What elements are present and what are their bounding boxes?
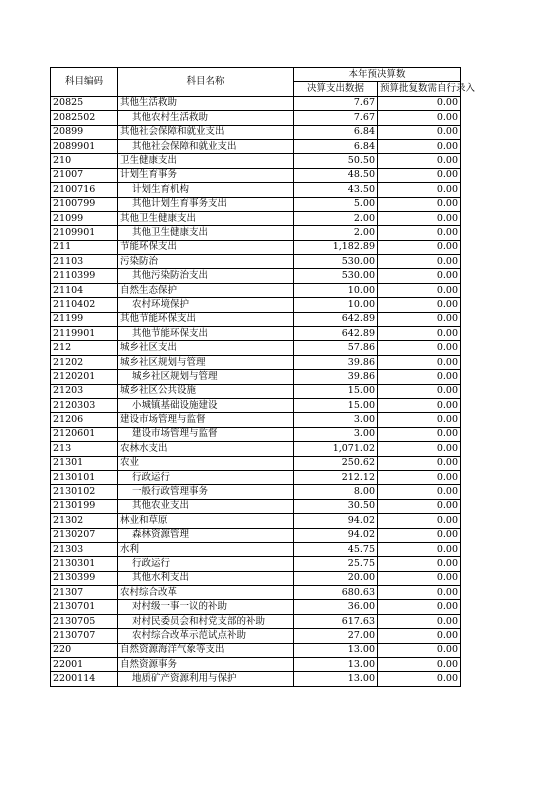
name-cell[interactable]: 污染防治 <box>118 255 294 269</box>
code-cell[interactable]: 21007 <box>51 168 118 182</box>
approved-cell[interactable]: 0.00 <box>378 658 461 672</box>
code-cell[interactable]: 220 <box>51 643 118 657</box>
approved-cell[interactable]: 0.00 <box>378 384 461 398</box>
name-cell[interactable]: 计划生育事务 <box>118 168 294 182</box>
code-cell[interactable]: 21202 <box>51 355 118 369</box>
approved-cell[interactable]: 0.00 <box>378 600 461 614</box>
code-cell[interactable]: 2119901 <box>51 327 118 341</box>
actual-cell[interactable]: 13.00 <box>294 672 378 686</box>
approved-cell[interactable]: 0.00 <box>378 183 461 197</box>
table-row <box>51 96 461 110</box>
approved-cell[interactable]: 0.00 <box>378 298 461 312</box>
name-cell[interactable]: 农业 <box>118 456 294 470</box>
name-cell[interactable]: 其他污染防治支出 <box>118 269 294 283</box>
name-cell[interactable]: 其他社会保障和就业支出 <box>118 125 294 139</box>
name-cell[interactable]: 行政运行 <box>118 470 294 484</box>
actual-cell[interactable]: 15.00 <box>294 384 378 398</box>
name-cell[interactable]: 森林资源管理 <box>118 528 294 542</box>
table-row <box>51 125 461 139</box>
code-cell[interactable]: 2200114 <box>51 672 118 686</box>
approved-cell[interactable]: 0.00 <box>378 355 461 369</box>
actual-cell[interactable]: 57.86 <box>294 341 378 355</box>
table-row <box>51 370 461 384</box>
code-cell[interactable]: 2120201 <box>51 370 118 384</box>
code-cell[interactable]: 2130705 <box>51 614 118 628</box>
code-cell[interactable]: 210 <box>51 154 118 168</box>
name-cell[interactable]: 城乡社区支出 <box>118 341 294 355</box>
actual-cell[interactable]: 7.67 <box>294 96 378 110</box>
actual-cell[interactable]: 39.86 <box>294 355 378 369</box>
table-row <box>51 557 461 571</box>
approved-cell[interactable]: 0.00 <box>378 283 461 297</box>
table-row <box>51 355 461 369</box>
code-cell[interactable]: 2120303 <box>51 398 118 412</box>
approved-cell[interactable]: 0.00 <box>378 470 461 484</box>
table-row <box>51 226 461 240</box>
actual-cell[interactable]: 6.84 <box>294 125 378 139</box>
actual-cell[interactable]: 530.00 <box>294 269 378 283</box>
actual-cell[interactable]: 94.02 <box>294 514 378 528</box>
table-row <box>51 672 461 686</box>
name-cell[interactable]: 建设市场管理与监督 <box>118 413 294 427</box>
table-row <box>51 629 461 643</box>
approved-cell[interactable]: 0.00 <box>378 341 461 355</box>
table-row <box>51 312 461 326</box>
code-cell[interactable]: 21199 <box>51 312 118 326</box>
name-cell[interactable]: 自然资源事务 <box>118 658 294 672</box>
name-cell[interactable]: 城乡社区公共设施 <box>118 384 294 398</box>
actual-cell[interactable]: 5.00 <box>294 197 378 211</box>
table-row <box>51 341 461 355</box>
code-cell[interactable]: 2100799 <box>51 197 118 211</box>
table-row <box>51 168 461 182</box>
table-row <box>51 427 461 441</box>
name-cell[interactable]: 其他农业支出 <box>118 499 294 513</box>
approved-cell[interactable]: 0.00 <box>378 442 461 456</box>
approved-cell[interactable]: 0.00 <box>378 370 461 384</box>
name-cell[interactable]: 城乡社区规划与管理 <box>118 355 294 369</box>
approved-cell[interactable]: 0.00 <box>378 485 461 499</box>
approved-cell[interactable]: 0.00 <box>378 125 461 139</box>
table-row <box>51 456 461 470</box>
actual-cell[interactable]: 212.12 <box>294 470 378 484</box>
name-cell[interactable]: 农村环境保护 <box>118 298 294 312</box>
actual-cell[interactable]: 8.00 <box>294 485 378 499</box>
approved-cell[interactable]: 0.00 <box>378 240 461 254</box>
approved-cell[interactable]: 0.00 <box>378 197 461 211</box>
code-cell[interactable]: 2130199 <box>51 499 118 513</box>
name-cell[interactable]: 其他计划生育事务支出 <box>118 197 294 211</box>
name-cell[interactable]: 林业和草原 <box>118 514 294 528</box>
actual-cell[interactable]: 25.75 <box>294 557 378 571</box>
approved-cell[interactable]: 0.00 <box>378 312 461 326</box>
code-cell[interactable]: 2130207 <box>51 528 118 542</box>
approved-cell[interactable]: 0.00 <box>378 614 461 628</box>
table-row <box>51 255 461 269</box>
table-row <box>51 298 461 312</box>
name-cell[interactable]: 自然生态保护 <box>118 283 294 297</box>
name-cell[interactable]: 自然资源海洋气象等支出 <box>118 643 294 657</box>
table-header <box>51 68 476 97</box>
table-row <box>51 197 461 211</box>
code-cell[interactable]: 21307 <box>51 586 118 600</box>
code-cell[interactable]: 2082502 <box>51 111 118 125</box>
name-cell[interactable]: 其他卫生健康支出 <box>118 226 294 240</box>
budget-table <box>50 67 476 687</box>
actual-cell[interactable]: 3.00 <box>294 413 378 427</box>
code-cell[interactable]: 20899 <box>51 125 118 139</box>
actual-cell[interactable]: 250.62 <box>294 456 378 470</box>
actual-cell[interactable]: 1,071.02 <box>294 442 378 456</box>
table-row <box>51 442 461 456</box>
name-cell[interactable]: 其他水利支出 <box>118 571 294 585</box>
approved-cell[interactable]: 0.00 <box>378 211 461 225</box>
actual-cell[interactable]: 3.00 <box>294 427 378 441</box>
table-row <box>51 658 461 672</box>
actual-cell[interactable]: 39.86 <box>294 370 378 384</box>
code-cell[interactable]: 2089901 <box>51 139 118 153</box>
code-cell[interactable]: 21302 <box>51 514 118 528</box>
approved-cell[interactable]: 0.00 <box>378 398 461 412</box>
table-row <box>51 571 461 585</box>
code-cell[interactable]: 2100716 <box>51 183 118 197</box>
code-cell[interactable]: 2130301 <box>51 557 118 571</box>
name-column-header: 科目名称 <box>118 68 294 97</box>
code-cell[interactable]: 21301 <box>51 456 118 470</box>
approved-cell[interactable]: 0.00 <box>378 672 461 686</box>
actual-cell[interactable]: 1,182.89 <box>294 240 378 254</box>
name-cell[interactable]: 计划生育机构 <box>118 183 294 197</box>
table-row <box>51 154 461 168</box>
table-row <box>51 211 461 225</box>
actual-cell[interactable]: 43.50 <box>294 183 378 197</box>
code-cell[interactable]: 2120601 <box>51 427 118 441</box>
code-cell[interactable]: 2110399 <box>51 269 118 283</box>
actual-cell[interactable]: 680.63 <box>294 586 378 600</box>
approved-cell[interactable]: 0.00 <box>378 499 461 513</box>
name-cell[interactable]: 其他生活救助 <box>118 96 294 110</box>
code-cell[interactable]: 2130707 <box>51 629 118 643</box>
actual-cell[interactable]: 530.00 <box>294 255 378 269</box>
code-cell[interactable]: 21203 <box>51 384 118 398</box>
name-cell[interactable]: 节能环保支出 <box>118 240 294 254</box>
actual-cell[interactable]: 30.50 <box>294 499 378 513</box>
name-cell[interactable]: 农村综合改革 <box>118 586 294 600</box>
actual-cell[interactable]: 13.00 <box>294 658 378 672</box>
table-row <box>51 139 461 153</box>
name-cell[interactable]: 卫生健康支出 <box>118 154 294 168</box>
table-row <box>51 499 461 513</box>
code-cell[interactable]: 21103 <box>51 255 118 269</box>
actual-cell[interactable]: 13.00 <box>294 643 378 657</box>
table-row <box>51 528 461 542</box>
name-cell[interactable]: 农林水支出 <box>118 442 294 456</box>
name-cell[interactable]: 城乡社区规划与管理 <box>118 370 294 384</box>
actual-cell[interactable]: 50.50 <box>294 154 378 168</box>
table-row <box>51 514 461 528</box>
name-cell[interactable]: 其他农村生活救助 <box>118 111 294 125</box>
actual-cell[interactable]: 10.00 <box>294 298 378 312</box>
name-cell[interactable]: 小城镇基础设施建设 <box>118 398 294 412</box>
name-cell[interactable]: 行政运行 <box>118 557 294 571</box>
code-cell[interactable]: 21206 <box>51 413 118 427</box>
table-row <box>51 542 461 556</box>
code-cell[interactable]: 213 <box>51 442 118 456</box>
name-cell[interactable]: 一般行政管理事务 <box>118 485 294 499</box>
name-cell[interactable]: 其他社会保障和就业支出 <box>118 139 294 153</box>
actual-cell[interactable]: 20.00 <box>294 571 378 585</box>
approved-cell[interactable]: 0.00 <box>378 571 461 585</box>
approved-cell[interactable]: 0.00 <box>378 528 461 542</box>
table-row <box>51 600 461 614</box>
approved-cell[interactable]: 0.00 <box>378 269 461 283</box>
code-cell[interactable]: 21099 <box>51 211 118 225</box>
actual-cell[interactable]: 15.00 <box>294 398 378 412</box>
actual-cell[interactable]: 48.50 <box>294 168 378 182</box>
code-cell[interactable]: 2130399 <box>51 571 118 585</box>
table-row <box>51 240 461 254</box>
code-cell[interactable]: 2109901 <box>51 226 118 240</box>
approved-cell[interactable]: 0.00 <box>378 111 461 125</box>
actual-cell[interactable]: 642.89 <box>294 312 378 326</box>
table-body <box>51 96 461 686</box>
table-row <box>51 183 461 197</box>
group-header: 本年预决算数 <box>294 68 461 82</box>
actual-cell[interactable]: 2.00 <box>294 226 378 240</box>
table-row <box>51 586 461 600</box>
name-cell[interactable]: 对村民委员会和村党支部的补助 <box>118 614 294 628</box>
actual-column-header: 决算支出数据 <box>294 82 378 96</box>
actual-cell[interactable]: 617.63 <box>294 614 378 628</box>
approved-cell[interactable]: 0.00 <box>378 168 461 182</box>
approved-cell[interactable]: 0.00 <box>378 456 461 470</box>
table-row <box>51 111 461 125</box>
table-row <box>51 643 461 657</box>
table-row <box>51 283 461 297</box>
name-cell[interactable]: 水利 <box>118 542 294 556</box>
approved-cell[interactable]: 0.00 <box>378 96 461 110</box>
actual-cell[interactable]: 2.00 <box>294 211 378 225</box>
code-cell[interactable]: 22001 <box>51 658 118 672</box>
table-row <box>51 384 461 398</box>
approved-cell[interactable]: 0.00 <box>378 586 461 600</box>
code-cell[interactable]: 2130101 <box>51 470 118 484</box>
code-cell[interactable]: 2130701 <box>51 600 118 614</box>
code-cell[interactable]: 21303 <box>51 542 118 556</box>
actual-cell[interactable]: 7.67 <box>294 111 378 125</box>
actual-cell[interactable]: 36.00 <box>294 600 378 614</box>
name-cell[interactable]: 其他节能环保支出 <box>118 327 294 341</box>
table-row <box>51 327 461 341</box>
name-cell[interactable]: 地质矿产资源利用与保护 <box>118 672 294 686</box>
code-column-header: 科目编码 <box>51 68 118 97</box>
code-cell[interactable]: 211 <box>51 240 118 254</box>
approved-cell[interactable]: 0.00 <box>378 154 461 168</box>
actual-cell[interactable]: 6.84 <box>294 139 378 153</box>
name-cell[interactable]: 建设市场管理与监督 <box>118 427 294 441</box>
approved-cell[interactable]: 0.00 <box>378 542 461 556</box>
approved-cell[interactable]: 0.00 <box>378 557 461 571</box>
name-cell[interactable]: 对村级一事一议的补助 <box>118 600 294 614</box>
code-cell[interactable]: 2130102 <box>51 485 118 499</box>
approved-cell[interactable]: 0.00 <box>378 629 461 643</box>
approved-cell[interactable]: 0.00 <box>378 226 461 240</box>
table-row <box>51 269 461 283</box>
code-cell[interactable]: 21104 <box>51 283 118 297</box>
code-cell[interactable]: 20825 <box>51 96 118 110</box>
name-cell[interactable]: 其他节能环保支出 <box>118 312 294 326</box>
table-row <box>51 413 461 427</box>
actual-cell[interactable]: 10.00 <box>294 283 378 297</box>
approved-cell[interactable]: 0.00 <box>378 327 461 341</box>
approved-cell[interactable]: 0.00 <box>378 643 461 657</box>
actual-cell[interactable]: 642.89 <box>294 327 378 341</box>
approved-cell[interactable]: 0.00 <box>378 139 461 153</box>
code-cell[interactable]: 212 <box>51 341 118 355</box>
approved-cell[interactable]: 0.00 <box>378 255 461 269</box>
name-cell[interactable]: 农村综合改革示范试点补助 <box>118 629 294 643</box>
actual-cell[interactable]: 94.02 <box>294 528 378 542</box>
approved-cell[interactable]: 0.00 <box>378 413 461 427</box>
actual-cell[interactable]: 45.75 <box>294 542 378 556</box>
table-row <box>51 398 461 412</box>
approved-cell[interactable]: 0.00 <box>378 427 461 441</box>
actual-cell[interactable]: 27.00 <box>294 629 378 643</box>
approved-column-header: 预算批复数需自行录入 <box>378 82 461 96</box>
approved-cell[interactable]: 0.00 <box>378 514 461 528</box>
table-row <box>51 470 461 484</box>
table-row <box>51 614 461 628</box>
code-cell[interactable]: 2110402 <box>51 298 118 312</box>
name-cell[interactable]: 其他卫生健康支出 <box>118 211 294 225</box>
table-row <box>51 485 461 499</box>
